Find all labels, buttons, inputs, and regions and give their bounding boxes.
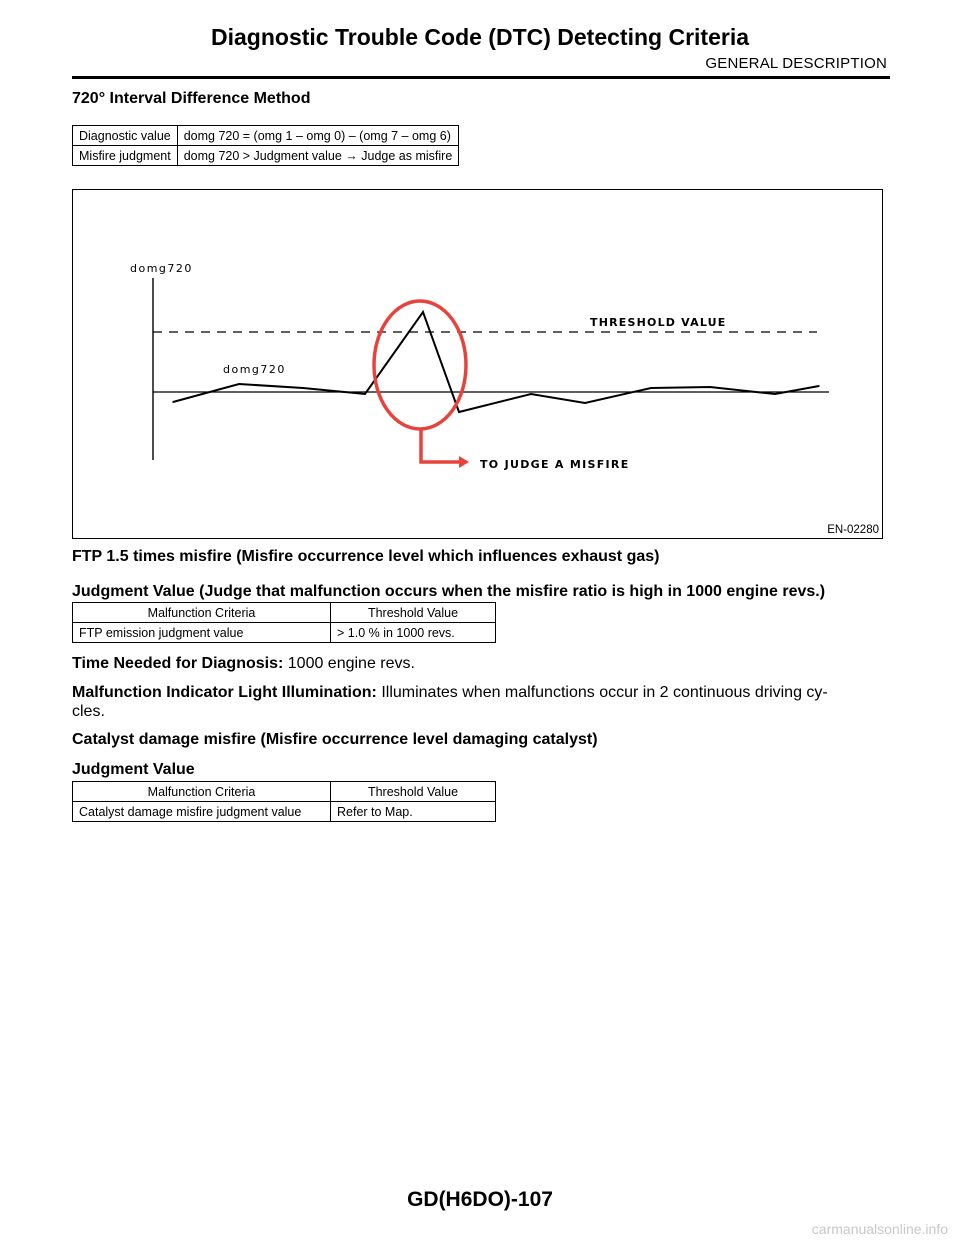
highlight-arrow (421, 429, 459, 462)
table-cell: Refer to Map. (331, 802, 496, 822)
mil-label: Malfunction Indicator Light Illumination: (72, 684, 377, 701)
figure-code: EN-02280 (827, 524, 879, 536)
time-value: 1000 engine revs. (287, 655, 415, 672)
data-point (530, 393, 532, 395)
data-point (584, 402, 586, 404)
time-label: Time Needed for Diagnosis: (72, 655, 284, 672)
judge-label: TO JUDGE A MISFIRE (480, 458, 630, 471)
column-header: Malfunction Criteria (73, 782, 331, 802)
data-point (650, 387, 652, 389)
data-point (458, 411, 460, 413)
table-row (73, 126, 459, 146)
table-cell: > 1.0 % in 1000 revs. (331, 623, 496, 643)
ftp-heading: FTP 1.5 times misfire (Misfire occurrence level which influences exhaust gas) (72, 548, 660, 565)
table-cell: Misfire judgment (73, 146, 178, 166)
misfire-chart (73, 190, 882, 538)
mil-value: Illuminates when malfunctions occur in 2 continuous driving cy- (381, 684, 828, 701)
catalyst-heading: Catalyst damage misfire (Misfire occurrence level damaging catalyst) (72, 731, 598, 748)
table-row (73, 623, 496, 643)
line-label: domg720 (223, 363, 286, 376)
table-cell: FTP emission judgment value (73, 623, 331, 643)
arrow-head (459, 456, 469, 468)
threshold-label: THRESHOLD VALUE (590, 316, 727, 329)
data-point (302, 387, 304, 389)
section-name: GENERAL DESCRIPTION (705, 55, 887, 72)
method-heading: 720° Interval Difference Method (72, 90, 311, 107)
page-number: GD(H6DO)-107 (407, 1188, 553, 1211)
data-point (422, 311, 424, 313)
catalyst-table (72, 781, 496, 822)
data-point (709, 386, 711, 388)
table-row (73, 146, 459, 166)
mil-illumination-cont (72, 702, 105, 722)
time-needed (72, 654, 415, 674)
mil-value-cont: cles. (72, 703, 105, 720)
data-point (238, 383, 240, 385)
table-cell: Diagnostic value (73, 126, 178, 146)
header-rule (72, 76, 890, 79)
misfire-highlight-circle (374, 301, 466, 429)
catalyst-judgment-heading: Judgment Value (72, 761, 195, 778)
method-table (72, 125, 459, 166)
data-point (818, 385, 820, 387)
table-header-row (73, 782, 496, 802)
table-cell: domg 720 > Judgment value → Judge as misfire (177, 146, 459, 166)
column-header: Threshold Value (331, 603, 496, 623)
table-header-row (73, 603, 496, 623)
table-cell: Catalyst damage misfire judgment value (73, 802, 331, 822)
column-header: Malfunction Criteria (73, 603, 331, 623)
table-cell: domg 720 = (omg 1 – omg 0) – (omg 7 – omg 6) (177, 126, 459, 146)
page-title: Diagnostic Trouble Code (DTC) Detecting Criteria (211, 24, 749, 50)
data-point (364, 393, 366, 395)
axis-label: domg720 (130, 262, 193, 275)
table-row (73, 802, 496, 822)
column-header: Threshold Value (331, 782, 496, 802)
misfire-figure (72, 189, 883, 539)
data-point (172, 401, 174, 403)
ftp-table (72, 602, 496, 643)
ftp-judgment-heading: Judgment Value (Judge that malfunction occurs when the misfire ratio is high in 1000 engine revs.) (72, 583, 826, 600)
watermark: carmanualsonline.info (811, 1221, 948, 1237)
mil-illumination (72, 683, 890, 703)
data-point (774, 393, 776, 395)
